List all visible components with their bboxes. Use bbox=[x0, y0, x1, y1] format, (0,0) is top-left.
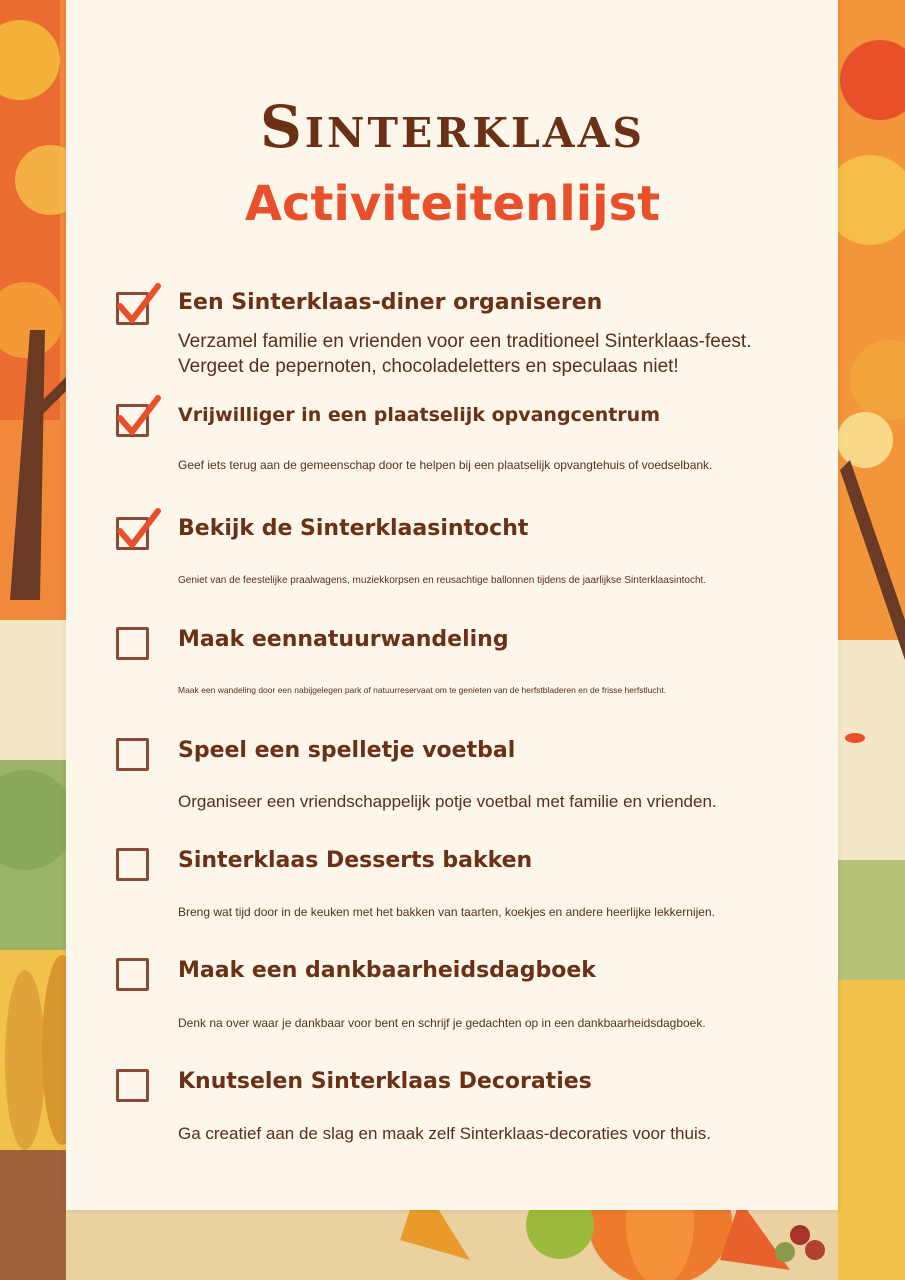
item-title: Maak eennatuurwandeling bbox=[178, 627, 509, 652]
item-title: Een Sinterklaas-diner organiseren bbox=[178, 290, 603, 315]
item-description: Organiseer een vriendschappelijk potje voetbal met familie en vrienden. bbox=[178, 792, 717, 811]
checkmark-icon bbox=[114, 282, 164, 328]
item-title: Vrijwilliger in een plaatselijk opvangcentrum bbox=[178, 404, 661, 426]
page-subtitle: Activiteitenlijst bbox=[244, 176, 661, 232]
item-description: Verzamel familie en vrienden voor een traditioneel Sinterklaas-feest. Vergeet de pepernoten, chocoladeletters en speculaas niet! bbox=[178, 331, 752, 377]
item-description: Geniet van de feestelijke praalwagens, muziekkorpsen en reusachtige ballonnen tijdens de jaarlijkse Sinterklaasintocht. bbox=[178, 575, 707, 586]
checkbox[interactable] bbox=[116, 958, 149, 991]
item-title: Sinterklaas Desserts bakken bbox=[178, 848, 533, 873]
item-description: Breng wat tijd door in de keuken met het bakken van taarten, koekjes en andere heerlijke lekkernijen. bbox=[178, 905, 715, 919]
item-description: Geef iets terug aan de gemeenschap door te helpen bij een plaatselijk opvangtehuis of voedselbank. bbox=[178, 458, 713, 472]
checkbox[interactable] bbox=[116, 848, 149, 881]
checkmark-icon bbox=[114, 507, 164, 553]
checkbox[interactable] bbox=[116, 738, 149, 771]
item-description: Ga creatief aan de slag en maak zelf Sinterklaas-decoraties voor thuis. bbox=[178, 1124, 711, 1143]
item-description: Denk na over waar je dankbaar voor bent en schrijf je gedachten op in een dankbaarheidsdagboek. bbox=[178, 1016, 706, 1030]
item-title: Maak een dankbaarheidsdagboek bbox=[178, 958, 596, 983]
checkbox[interactable] bbox=[116, 1069, 149, 1102]
item-title: Speel een spelletje voetbal bbox=[178, 738, 516, 763]
page-title: Sinterklaas bbox=[259, 93, 646, 161]
item-title: Knutselen Sinterklaas Decoraties bbox=[178, 1069, 592, 1094]
checkmark-icon bbox=[114, 394, 164, 440]
item-description: Maak een wandeling door een nabijgelegen park of natuurreservaat om te genieten van de herfstbladeren en de frisse herfstlucht. bbox=[178, 685, 667, 695]
checkbox[interactable] bbox=[116, 627, 149, 660]
item-title: Bekijk de Sinterklaasintocht bbox=[178, 516, 529, 541]
